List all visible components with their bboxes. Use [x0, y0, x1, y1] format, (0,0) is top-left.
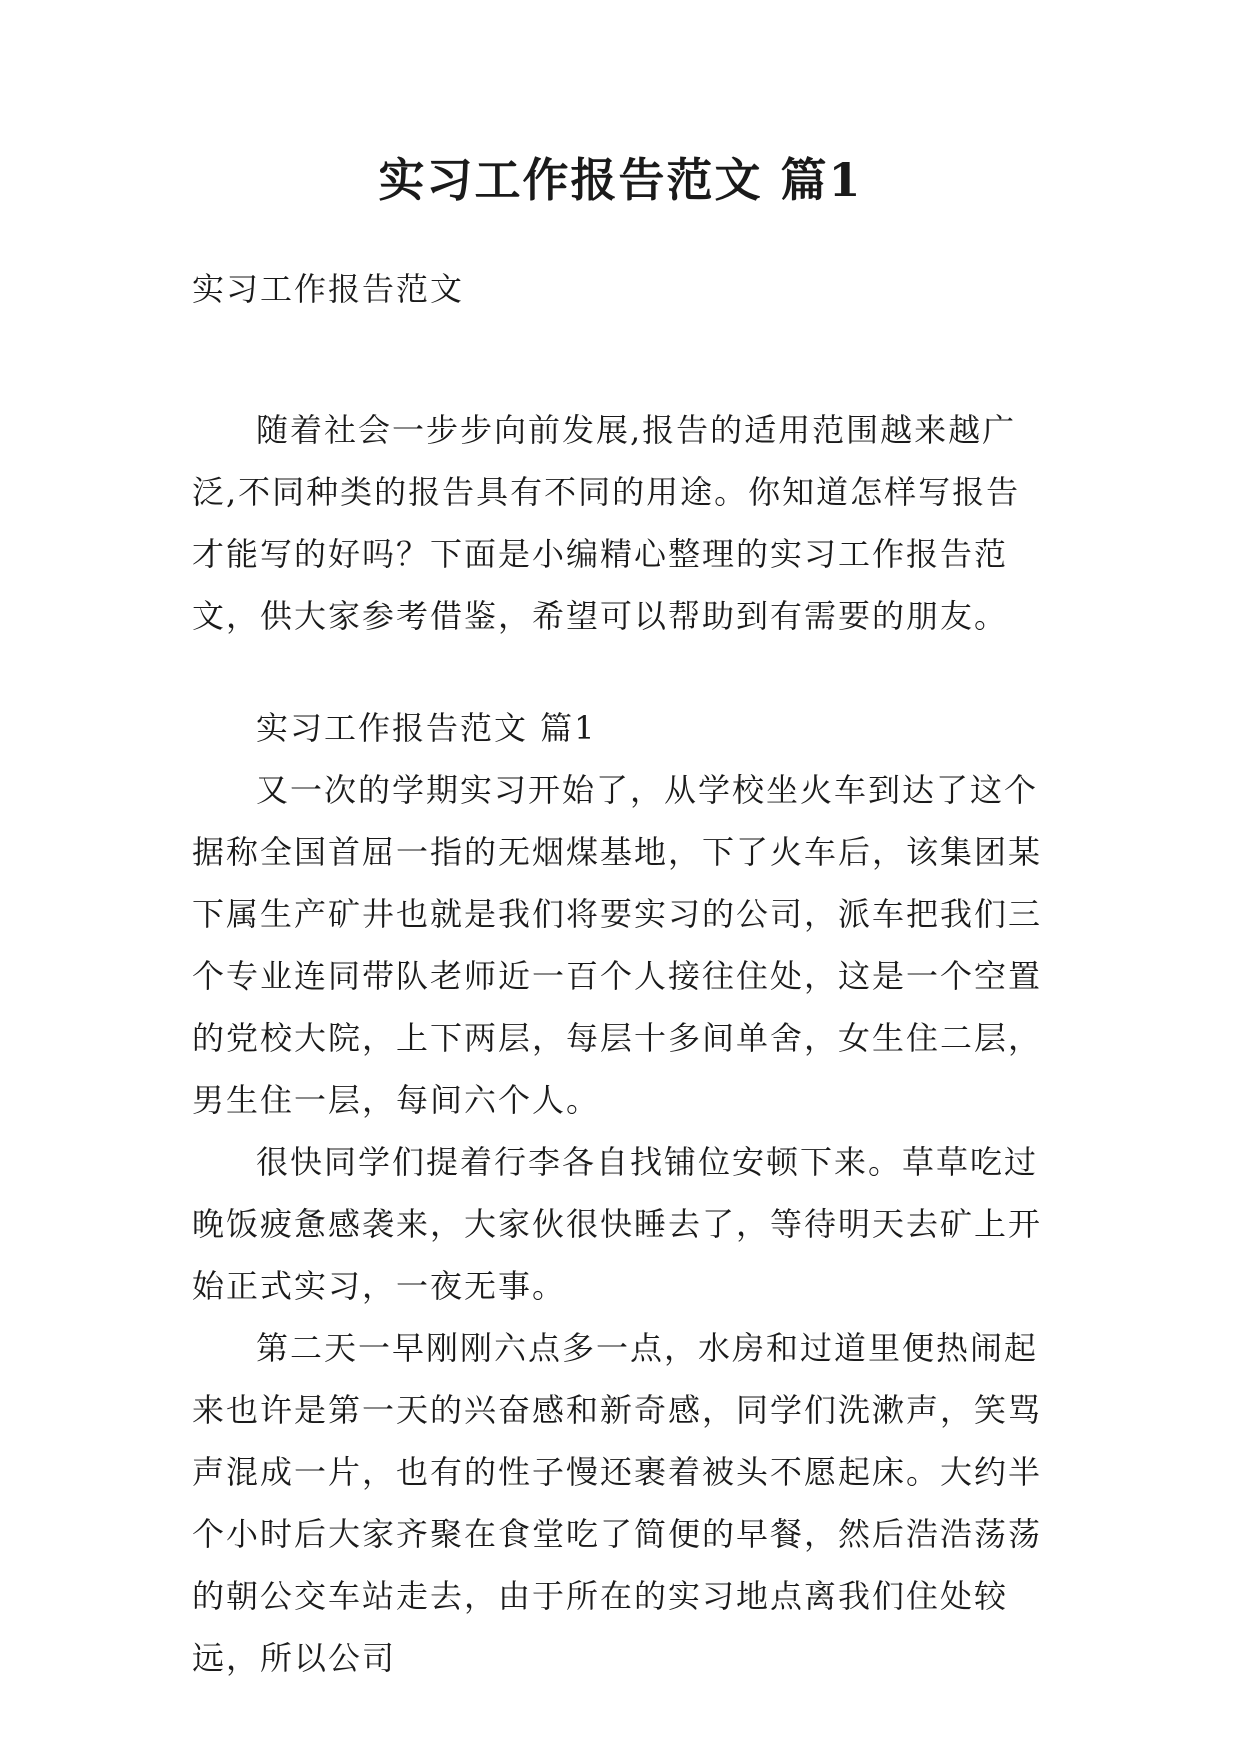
body-paragraph-1: 又一次的学期实习开始了，从学校坐火车到达了这个据称全国首屈一指的无烟煤基地，下了火车后，该集团某下属生产矿井也就是我们将要实习的公司，派车把我们三个专业连同带队老师近一百个人接往住处，这是一个空置的党校大院，上下两层，每层十多间单舍，女生住二层，男生住一层，每间六个人。	[192, 771, 1043, 1119]
body-paragraph-3: 第二天一早刚刚六点多一点，水房和过道里便热闹起来也许是第一天的兴奋感和新奇感，同学们洗漱声，笑骂声混成一片，也有的性子慢还裹着被头不愿起床。大约半个小时后大家齐聚在食堂吃了简便的早餐，然后浩浩荡荡的朝公交车站走去，由于所在的实习地点离我们住处较远，所以公司	[192, 1329, 1043, 1677]
body-paragraph-2: 很快同学们提着行李各自找铺位安顿下来。草草吃过晚饭疲惫感袭来，大家伙很快睡去了，等待明天去矿上开始正式实习，一夜无事。	[192, 1143, 1043, 1305]
section-heading: 实习工作报告范文 篇1	[256, 709, 597, 747]
intro-paragraph: 随着社会一步步向前发展,报告的适用范围越来越广泛,不同种类的报告具有不同的用途。你知道怎样写报告才能写的好吗？下面是小编精心整理的实习工作报告范文，供大家参考借鉴，希望可以帮助到有需要的朋友。	[192, 411, 1021, 635]
document-title: 实习工作报告范文 篇1	[378, 153, 863, 207]
section-body	[192, 697, 1054, 1689]
document-subtitle: 实习工作报告范文	[192, 270, 465, 308]
